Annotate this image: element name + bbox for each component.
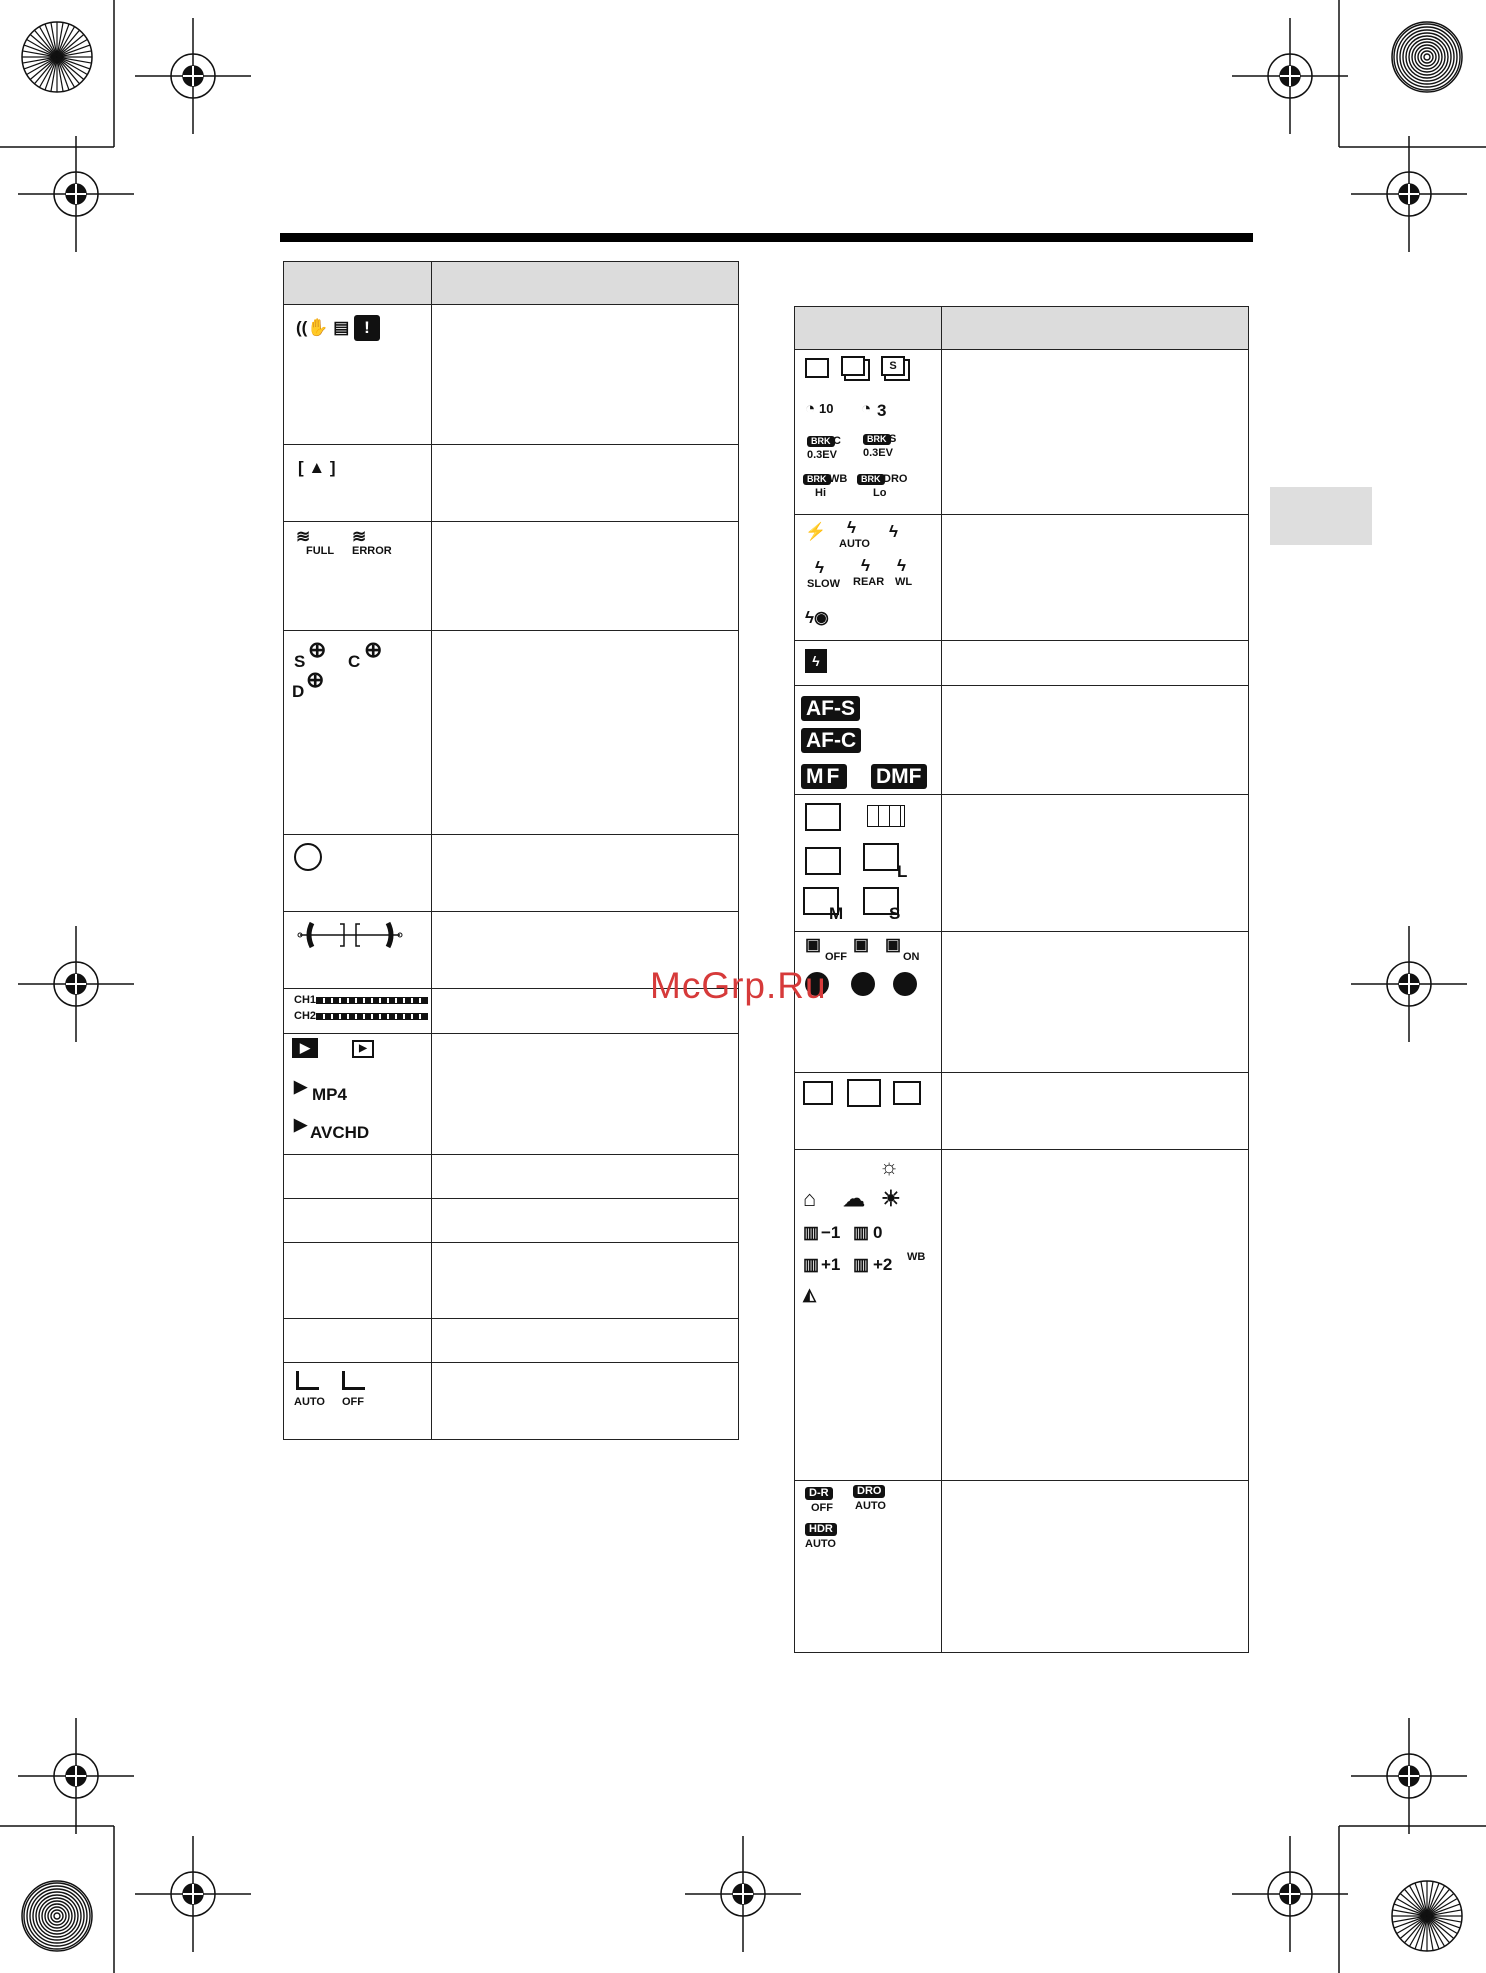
header-cell-display bbox=[284, 262, 432, 305]
registration-target-icon bbox=[1232, 18, 1348, 134]
slow-sync-label: SLOW bbox=[807, 578, 840, 590]
clear-image-zoom-label: C bbox=[348, 652, 361, 671]
digital-zoom-label: D bbox=[292, 682, 305, 701]
table-row bbox=[795, 1150, 1249, 1481]
concentric-rings-mark-icon bbox=[22, 1881, 92, 1951]
fluorescent-wb-icon: ▥ bbox=[853, 1223, 870, 1242]
fluorescent-wb-icon: ▥ bbox=[803, 1255, 820, 1274]
table-row bbox=[284, 305, 739, 445]
autoflash-label: AUTO bbox=[839, 538, 870, 550]
flash-wb-label: WB bbox=[907, 1251, 926, 1263]
registration-target-icon bbox=[18, 1718, 134, 1834]
watermark-text: McGrp.Ru bbox=[650, 965, 827, 1006]
table-header-row bbox=[284, 262, 739, 305]
table-header-row bbox=[795, 307, 1249, 350]
right-icon-table bbox=[794, 306, 1249, 1653]
auto-crop-label: AUTO bbox=[294, 1396, 325, 1408]
registration-target-icon bbox=[1351, 926, 1467, 1042]
table-row bbox=[284, 445, 739, 522]
zoom-icon: ⊕ bbox=[306, 667, 325, 692]
bracket-single-label: S bbox=[889, 433, 897, 445]
exposure-scale-icon bbox=[294, 918, 404, 952]
database-full-label: FULL bbox=[306, 545, 335, 557]
red-eye-reduction-icon: ϟ◉ bbox=[805, 608, 829, 627]
registration-target-icon bbox=[685, 1836, 801, 1952]
wireless-flash-label: WL bbox=[895, 576, 913, 588]
spot-metering-icon bbox=[893, 1081, 921, 1105]
flash-icon: ϟ bbox=[861, 556, 870, 575]
audio-level-ch2-label: CH2 bbox=[294, 1010, 317, 1022]
table-row bbox=[284, 1319, 739, 1363]
dro-bracket-label: DRO bbox=[883, 473, 908, 485]
header-cell-display bbox=[795, 307, 942, 350]
self-timer-icon: ◔ bbox=[805, 399, 816, 418]
bracket-badge: BRK bbox=[807, 436, 835, 447]
self-timer-icon: ◔ bbox=[861, 399, 872, 418]
hdr-badge: HDR bbox=[805, 1523, 837, 1536]
shade-wb-icon: ⌂ bbox=[803, 1186, 817, 1211]
registration-target-icon bbox=[18, 136, 134, 252]
multi-metering-icon bbox=[803, 1081, 833, 1105]
section-header-rule bbox=[280, 233, 1253, 242]
zone-focus-area-icon bbox=[867, 805, 905, 827]
face-detection-registered-icon: ▣ bbox=[853, 935, 870, 954]
table-row bbox=[795, 686, 1249, 795]
fluorescent-minus1-label: −1 bbox=[821, 1223, 841, 1242]
spot-metering-circle-icon bbox=[294, 843, 322, 871]
fluorescent-wb-icon: ▥ bbox=[853, 1255, 870, 1274]
starburst-mark-icon bbox=[22, 22, 92, 92]
crop-icon bbox=[296, 1371, 319, 1390]
flexible-spot-l-label: L bbox=[897, 862, 908, 881]
face-detection-icon: ▣ bbox=[805, 935, 822, 954]
header-cell-indication bbox=[432, 262, 739, 305]
rear-sync-label: REAR bbox=[853, 576, 885, 588]
smart-zoom-label: S bbox=[294, 652, 306, 671]
registration-target-icon bbox=[18, 926, 134, 1042]
left-icon-table bbox=[283, 261, 739, 1440]
flash-charging-icon: ϟ bbox=[805, 649, 827, 673]
database-error-label: ERROR bbox=[352, 545, 392, 557]
table-row bbox=[795, 1073, 1249, 1150]
self-timer-3-label: 3 bbox=[877, 401, 887, 420]
flexible-spot-l-icon bbox=[863, 843, 899, 871]
bracket-badge: BRK bbox=[857, 474, 885, 485]
registration-target-icon bbox=[1351, 1718, 1467, 1834]
mp4-format-label: MP4 bbox=[312, 1085, 347, 1104]
table-row bbox=[284, 835, 739, 912]
registration-target-icon bbox=[135, 1836, 251, 1952]
registration-target-icon bbox=[1232, 1836, 1348, 1952]
smile-shutter-icon bbox=[851, 972, 875, 996]
concentric-rings-mark-icon bbox=[1392, 22, 1462, 92]
table-row bbox=[795, 350, 1249, 515]
play-still-icon: ▶ bbox=[352, 1040, 374, 1058]
database-icon: ≋ bbox=[296, 527, 311, 546]
center-focus-area-icon bbox=[805, 847, 841, 875]
dro-off-badge: D-R bbox=[805, 1487, 833, 1500]
bracket-step-label: 0.3EV bbox=[863, 447, 893, 459]
mf-badge: MF bbox=[801, 764, 847, 789]
table-row bbox=[284, 1155, 739, 1199]
bracket-step-label: 0.3EV bbox=[807, 449, 837, 461]
header-cell-indication bbox=[942, 307, 1249, 350]
table-row bbox=[795, 932, 1249, 1073]
bracket-badge: BRK bbox=[803, 474, 831, 485]
fluorescent-plus2-label: +2 bbox=[873, 1255, 893, 1274]
bracket-badge: BRK bbox=[863, 434, 891, 445]
daylight-wb-icon: ☼ bbox=[879, 1154, 900, 1179]
af-c-badge: AF-C bbox=[801, 728, 861, 753]
custom-wb-icon: ◭ bbox=[803, 1285, 817, 1304]
table-row bbox=[795, 515, 1249, 641]
crop-off-label: OFF bbox=[342, 1396, 364, 1408]
table-row bbox=[284, 1363, 739, 1440]
continuous-shot-icon bbox=[841, 356, 865, 376]
registration-target-icon bbox=[135, 18, 251, 134]
zoom-icon: ⊕ bbox=[364, 637, 383, 662]
center-weighted-metering-icon bbox=[847, 1079, 881, 1107]
face-detection-off-label: OFF bbox=[825, 951, 847, 963]
table-row bbox=[284, 1243, 739, 1319]
af-s-badge: AF-S bbox=[801, 696, 860, 721]
fluorescent-plus1-label: +1 bbox=[821, 1255, 841, 1274]
registration-target-icon bbox=[1351, 136, 1467, 252]
dmf-badge: DMF bbox=[871, 764, 927, 789]
fluorescent-wb-icon: ▥ bbox=[803, 1223, 820, 1242]
table-row bbox=[284, 1199, 739, 1243]
table-row bbox=[284, 631, 739, 835]
audio-level-meter bbox=[316, 997, 428, 1004]
table-row bbox=[284, 1034, 739, 1155]
bracket-continuous-label: C bbox=[833, 435, 841, 447]
fill-flash-icon: ϟ bbox=[889, 522, 898, 541]
crop-icon bbox=[342, 1371, 365, 1390]
database-icon: ≋ bbox=[352, 527, 367, 546]
movie-play-icon: ▶ bbox=[294, 1115, 308, 1134]
warning-icon: ! bbox=[354, 315, 380, 341]
zoom-icon: ⊕ bbox=[308, 637, 327, 662]
incandescent-wb-icon: ☀ bbox=[881, 1186, 901, 1211]
audio-level-meter bbox=[316, 1013, 428, 1020]
wb-bracket-label: WB bbox=[829, 473, 848, 485]
flash-icon: ϟ bbox=[847, 518, 856, 537]
flexible-spot-m-label: M bbox=[829, 904, 844, 923]
starburst-mark-icon bbox=[1392, 1881, 1462, 1951]
level-indicator-icon: [ ▲ ] bbox=[298, 458, 336, 477]
smile-shutter-icon bbox=[893, 972, 917, 996]
chapter-tab bbox=[1270, 487, 1372, 545]
flexible-spot-s-label: S bbox=[889, 904, 901, 923]
face-detection-on-label: ON bbox=[903, 951, 920, 963]
table-row bbox=[795, 795, 1249, 932]
dro-auto-label: AUTO bbox=[855, 1500, 886, 1512]
table-row bbox=[795, 641, 1249, 686]
dro-bracket-level-label: Lo bbox=[873, 487, 887, 499]
dro-badge: DRO bbox=[853, 1485, 885, 1498]
avchd-format-label: AVCHD bbox=[310, 1123, 370, 1142]
face-detection-icon: ▣ bbox=[885, 935, 902, 954]
self-timer-10-label: 10 bbox=[819, 401, 834, 416]
flash-off-icon: ⚡ bbox=[805, 522, 827, 541]
table-row bbox=[284, 522, 739, 631]
camera-shake-warning-icon: ((✋ ▤ bbox=[296, 318, 350, 337]
audio-level-ch1-label: CH1 bbox=[294, 994, 317, 1006]
flash-icon: ϟ bbox=[815, 558, 824, 577]
table-row bbox=[795, 1481, 1249, 1653]
speed-priority-continuous-icon: S bbox=[881, 356, 905, 376]
single-shot-icon bbox=[805, 358, 829, 378]
hdr-auto-label: AUTO bbox=[805, 1538, 836, 1550]
fluorescent-0-label: 0 bbox=[873, 1223, 883, 1242]
play-still-grid-icon: ▶ bbox=[292, 1038, 318, 1058]
movie-play-icon: ▶ bbox=[294, 1077, 308, 1096]
flash-icon: ϟ bbox=[897, 556, 906, 575]
wb-bracket-level-label: Hi bbox=[815, 487, 826, 499]
cloudy-wb-icon: ☁ bbox=[843, 1186, 865, 1211]
dro-off-label: OFF bbox=[811, 1502, 833, 1514]
wide-focus-area-icon bbox=[805, 803, 841, 831]
